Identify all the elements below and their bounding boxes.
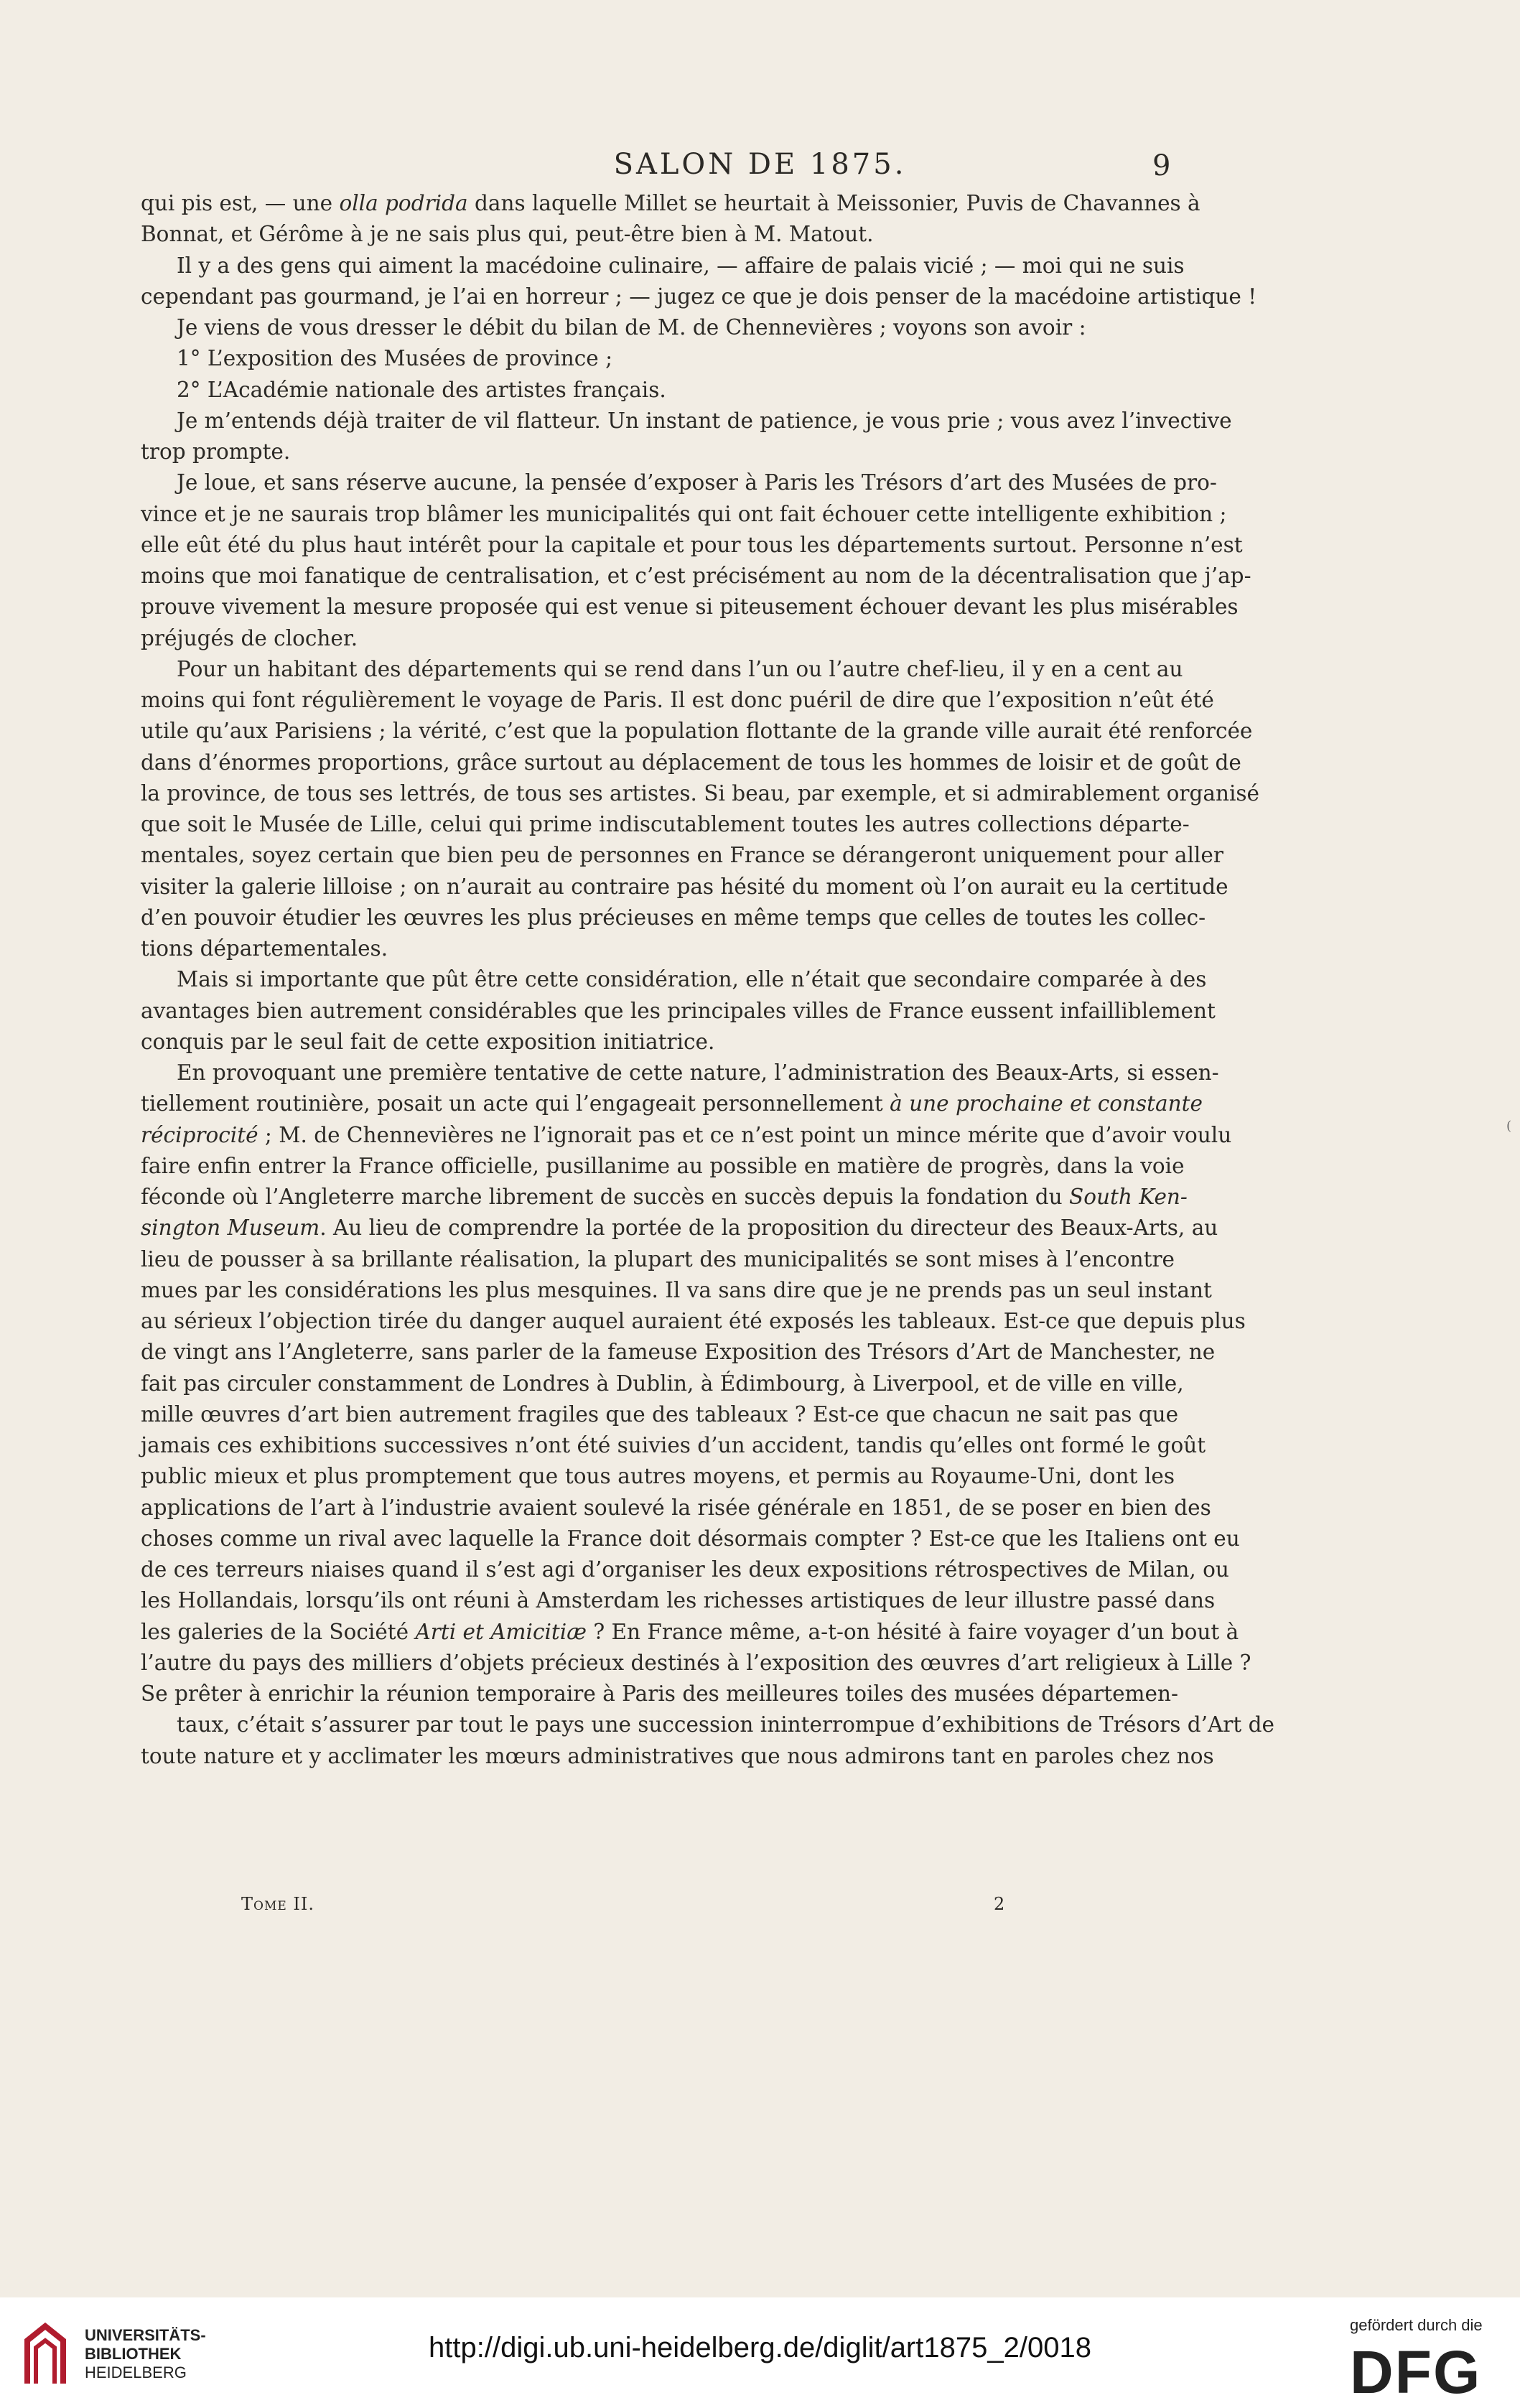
text-line: de vingt ans l’Angleterre, sans parler de la fameuse Exposition des Trésors d’Art de Manchester, ne bbox=[141, 1340, 1216, 1365]
text-line: applications de l’art à l’industrie avaient soulevé la risée générale en 1851, de se poser en bien des bbox=[141, 1495, 1211, 1520]
body-text bbox=[141, 188, 1274, 1803]
text-line: avantages bien autrement considérables que les principales villes de France eussent infailliblement bbox=[141, 998, 1216, 1023]
text-line: mues par les considérations les plus mesquines. Il va sans dire que je ne prends pas un seul instant bbox=[141, 1277, 1212, 1302]
volume-label: Tome II. bbox=[241, 1894, 314, 1914]
text-line: Mais si importante que pût être cette considération, elle n’était que secondaire comparée à des bbox=[177, 967, 1207, 992]
text-line: mille œuvres d’art bien autrement fragiles que des tableaux ? Est-ce que chacun ne sait pas que bbox=[141, 1401, 1179, 1427]
text-line: lieu de pousser à sa brillante réalisation, la plupart des municipalités se sont mises à l’encontre bbox=[141, 1246, 1175, 1271]
dfg-logo: DFG bbox=[1350, 2338, 1482, 2406]
text-line: dans d’énormes proportions, grâce surtout au déplacement de tous les hommes de loisir et de goût de bbox=[141, 750, 1241, 775]
text-line: sington Museum. Au lieu de comprendre la portée de la proposition du directeur des Beaux-Arts, au bbox=[141, 1215, 1218, 1241]
text-line: visiter la galerie lilloise ; on n’aurait au contraire pas hésité du moment où l’on aurait eu la certitude bbox=[141, 874, 1228, 899]
text-line: les galeries de la Société Arti et Amicitiæ ? En France même, a-t-on hésité à faire voyager d’un bout à bbox=[141, 1619, 1239, 1644]
text-line: trop prompte. bbox=[141, 439, 291, 464]
text-line: la province, de tous ses lettrés, de tous ses artistes. Si beau, par exemple, et si admirablement organisé bbox=[141, 780, 1260, 806]
library-name-line: HEIDELBERG bbox=[85, 2363, 187, 2381]
text-line: réciprocité ; M. de Chennevières ne l’ignorait pas et ce n’est point un mince mérite que d’avoir voulu bbox=[141, 1122, 1232, 1147]
page-number: 9 bbox=[1152, 149, 1171, 182]
margin-mark: ( bbox=[1506, 1119, 1512, 1134]
text-line: Bonnat, et Gérôme à je ne sais plus qui, peut-être bien à M. Matout. bbox=[141, 222, 874, 247]
page-header bbox=[0, 148, 1520, 191]
list-item: 2° L’Académie nationale des artistes français. bbox=[177, 377, 666, 402]
text-line: moins qui font régulièrement le voyage de Paris. Il est donc puéril de dire que l’exposition n’eût été bbox=[141, 688, 1214, 712]
text-line: elle eût été du plus haut intérêt pour la capitale et pour tous les départements surtout. Personne n’est bbox=[141, 532, 1243, 557]
text-line: d’en pouvoir étudier les œuvres les plus précieuses en même temps que celles de toutes les collec- bbox=[141, 905, 1206, 930]
text-line: Je loue, et sans réserve aucune, la pensée d’exposer à Paris les Trésors d’art des Musées de pro- bbox=[177, 470, 1217, 495]
list-item: 1° L’exposition des Musées de province ; bbox=[177, 346, 613, 371]
text-line: choses comme un rival avec laquelle la France doit désormais compter ? Est-ce que les Italiens ont eu bbox=[141, 1526, 1240, 1551]
signature-mark: 2 bbox=[994, 1894, 1005, 1914]
text-line: jamais ces exhibitions successives n’ont été suivies d’un accident, tandis qu’elles ont formé le goût bbox=[141, 1433, 1206, 1457]
text-line: public mieux et plus promptement que tous autres moyens, et permis au Royaume-Uni, dont les bbox=[141, 1464, 1175, 1489]
text-line: taux, c’était s’assurer par tout le pays une succession ininterrompue d’exhibitions de Trésors d’Art de bbox=[177, 1712, 1274, 1737]
text-line: utile qu’aux Parisiens ; la vérité, c’est que la population flottante de la grande ville aurait été renforcée bbox=[141, 719, 1253, 744]
permalink-url[interactable]: http://digi.ub.uni-heidelberg.de/diglit/art1875_2/0018 bbox=[429, 2332, 1091, 2363]
text-line: de ces terreurs niaises quand il s’est agi d’organiser les deux expositions rétrospectives de Milan, ou bbox=[141, 1557, 1229, 1582]
funding-note: gefördert durch die bbox=[1350, 2316, 1483, 2334]
text-line: Je viens de vous dresser le débit du bilan de M. de Chennevières ; voyons son avoir : bbox=[177, 315, 1086, 340]
text-line: Il y a des gens qui aiment la macédoine culinaire, — affaire de palais vicié ; — moi qui ne suis bbox=[177, 253, 1185, 278]
text-line bbox=[141, 1772, 1175, 1803]
text-line: préjugés de clocher. bbox=[141, 625, 358, 650]
text-line: moins que moi fanatique de centralisation, et c’est précisément au nom de la décentralisation que j’ap- bbox=[141, 564, 1251, 588]
text-line: toute nature et y acclimater les mœurs administratives que nous admirons tant en paroles chez nos bbox=[141, 1743, 1214, 1768]
text-line: cependant pas gourmand, je l’ai en horreur ; — jugez ce que je dois penser de la macédoine artistique ! bbox=[141, 284, 1257, 309]
text-line: Pour un habitant des départements qui se rend dans l’un ou l’autre chef-lieu, il y en a cent au bbox=[177, 656, 1183, 681]
text-line: conquis par le seul fait de cette exposition initiatrice. bbox=[141, 1029, 715, 1054]
running-head: SALON DE 1875. bbox=[613, 148, 907, 181]
text-line: prouve vivement la mesure proposée qui est venue si piteusement échouer devant les plus misérables bbox=[141, 594, 1239, 620]
text-line: Se prêter à enrichir la réunion temporaire à Paris des meilleures toiles des musées départemen- bbox=[141, 1681, 1178, 1706]
text-line: fait pas circuler constamment de Londres à Dublin, à Édimbourg, à Liverpool, et de ville en ville, bbox=[141, 1371, 1184, 1396]
text-line: faire enfin entrer la France officielle, pusillanime au possible en matière de progrès, dans la voie bbox=[141, 1153, 1185, 1178]
page-footer bbox=[141, 1894, 1175, 1923]
text-line: l’autre du pays des milliers d’objets précieux destinés à l’exposition des œuvres d’art religieux à Lille ? bbox=[141, 1650, 1251, 1675]
text-line: les Hollandais, lorsqu’ils ont réuni à Amsterdam les richesses artistiques de leur illustre passé dans bbox=[141, 1588, 1216, 1613]
library-name-line: UNIVERSITÄTS- bbox=[85, 2326, 206, 2344]
text-line: tions départementales. bbox=[141, 936, 388, 961]
text-line: au sérieux l’objection tirée du danger auquel auraient été exposés les tableaux. Est-ce que depuis plus bbox=[141, 1309, 1246, 1333]
library-name-line: BIBLIOTHEK bbox=[85, 2345, 182, 2363]
text-line: Je m’entends déjà traiter de vil flatteur. Un instant de patience, je vous prie ; vous avez l’invective bbox=[177, 408, 1232, 433]
text-line: vince et je ne saurais trop blâmer les municipalités qui ont fait échouer cette intelligente exhibition ; bbox=[141, 501, 1227, 526]
text-line: féconde où l’Angleterre marche librement de succès en succès depuis la fondation du South Ken- bbox=[141, 1185, 1188, 1209]
text-line: mentales, soyez certain que bien peu de personnes en France se dérangeront uniquement pour aller bbox=[141, 843, 1223, 868]
text-line: En provoquant une première tentative de cette nature, l’administration des Beaux-Arts, si essen- bbox=[177, 1060, 1219, 1085]
text-line: qui pis est, — une olla podrida dans laquelle Millet se heurtait à Meissonier, Puvis de Chavannes à bbox=[141, 191, 1200, 215]
text-line: tiellement routinière, posait un acte qui l’engageait personnellement à une prochaine et constante bbox=[141, 1091, 1203, 1116]
text-line: que soit le Musée de Lille, celui qui prime indiscutablement toutes les autres collections départe- bbox=[141, 812, 1190, 836]
viewer-footer-bar bbox=[0, 2297, 1520, 2408]
